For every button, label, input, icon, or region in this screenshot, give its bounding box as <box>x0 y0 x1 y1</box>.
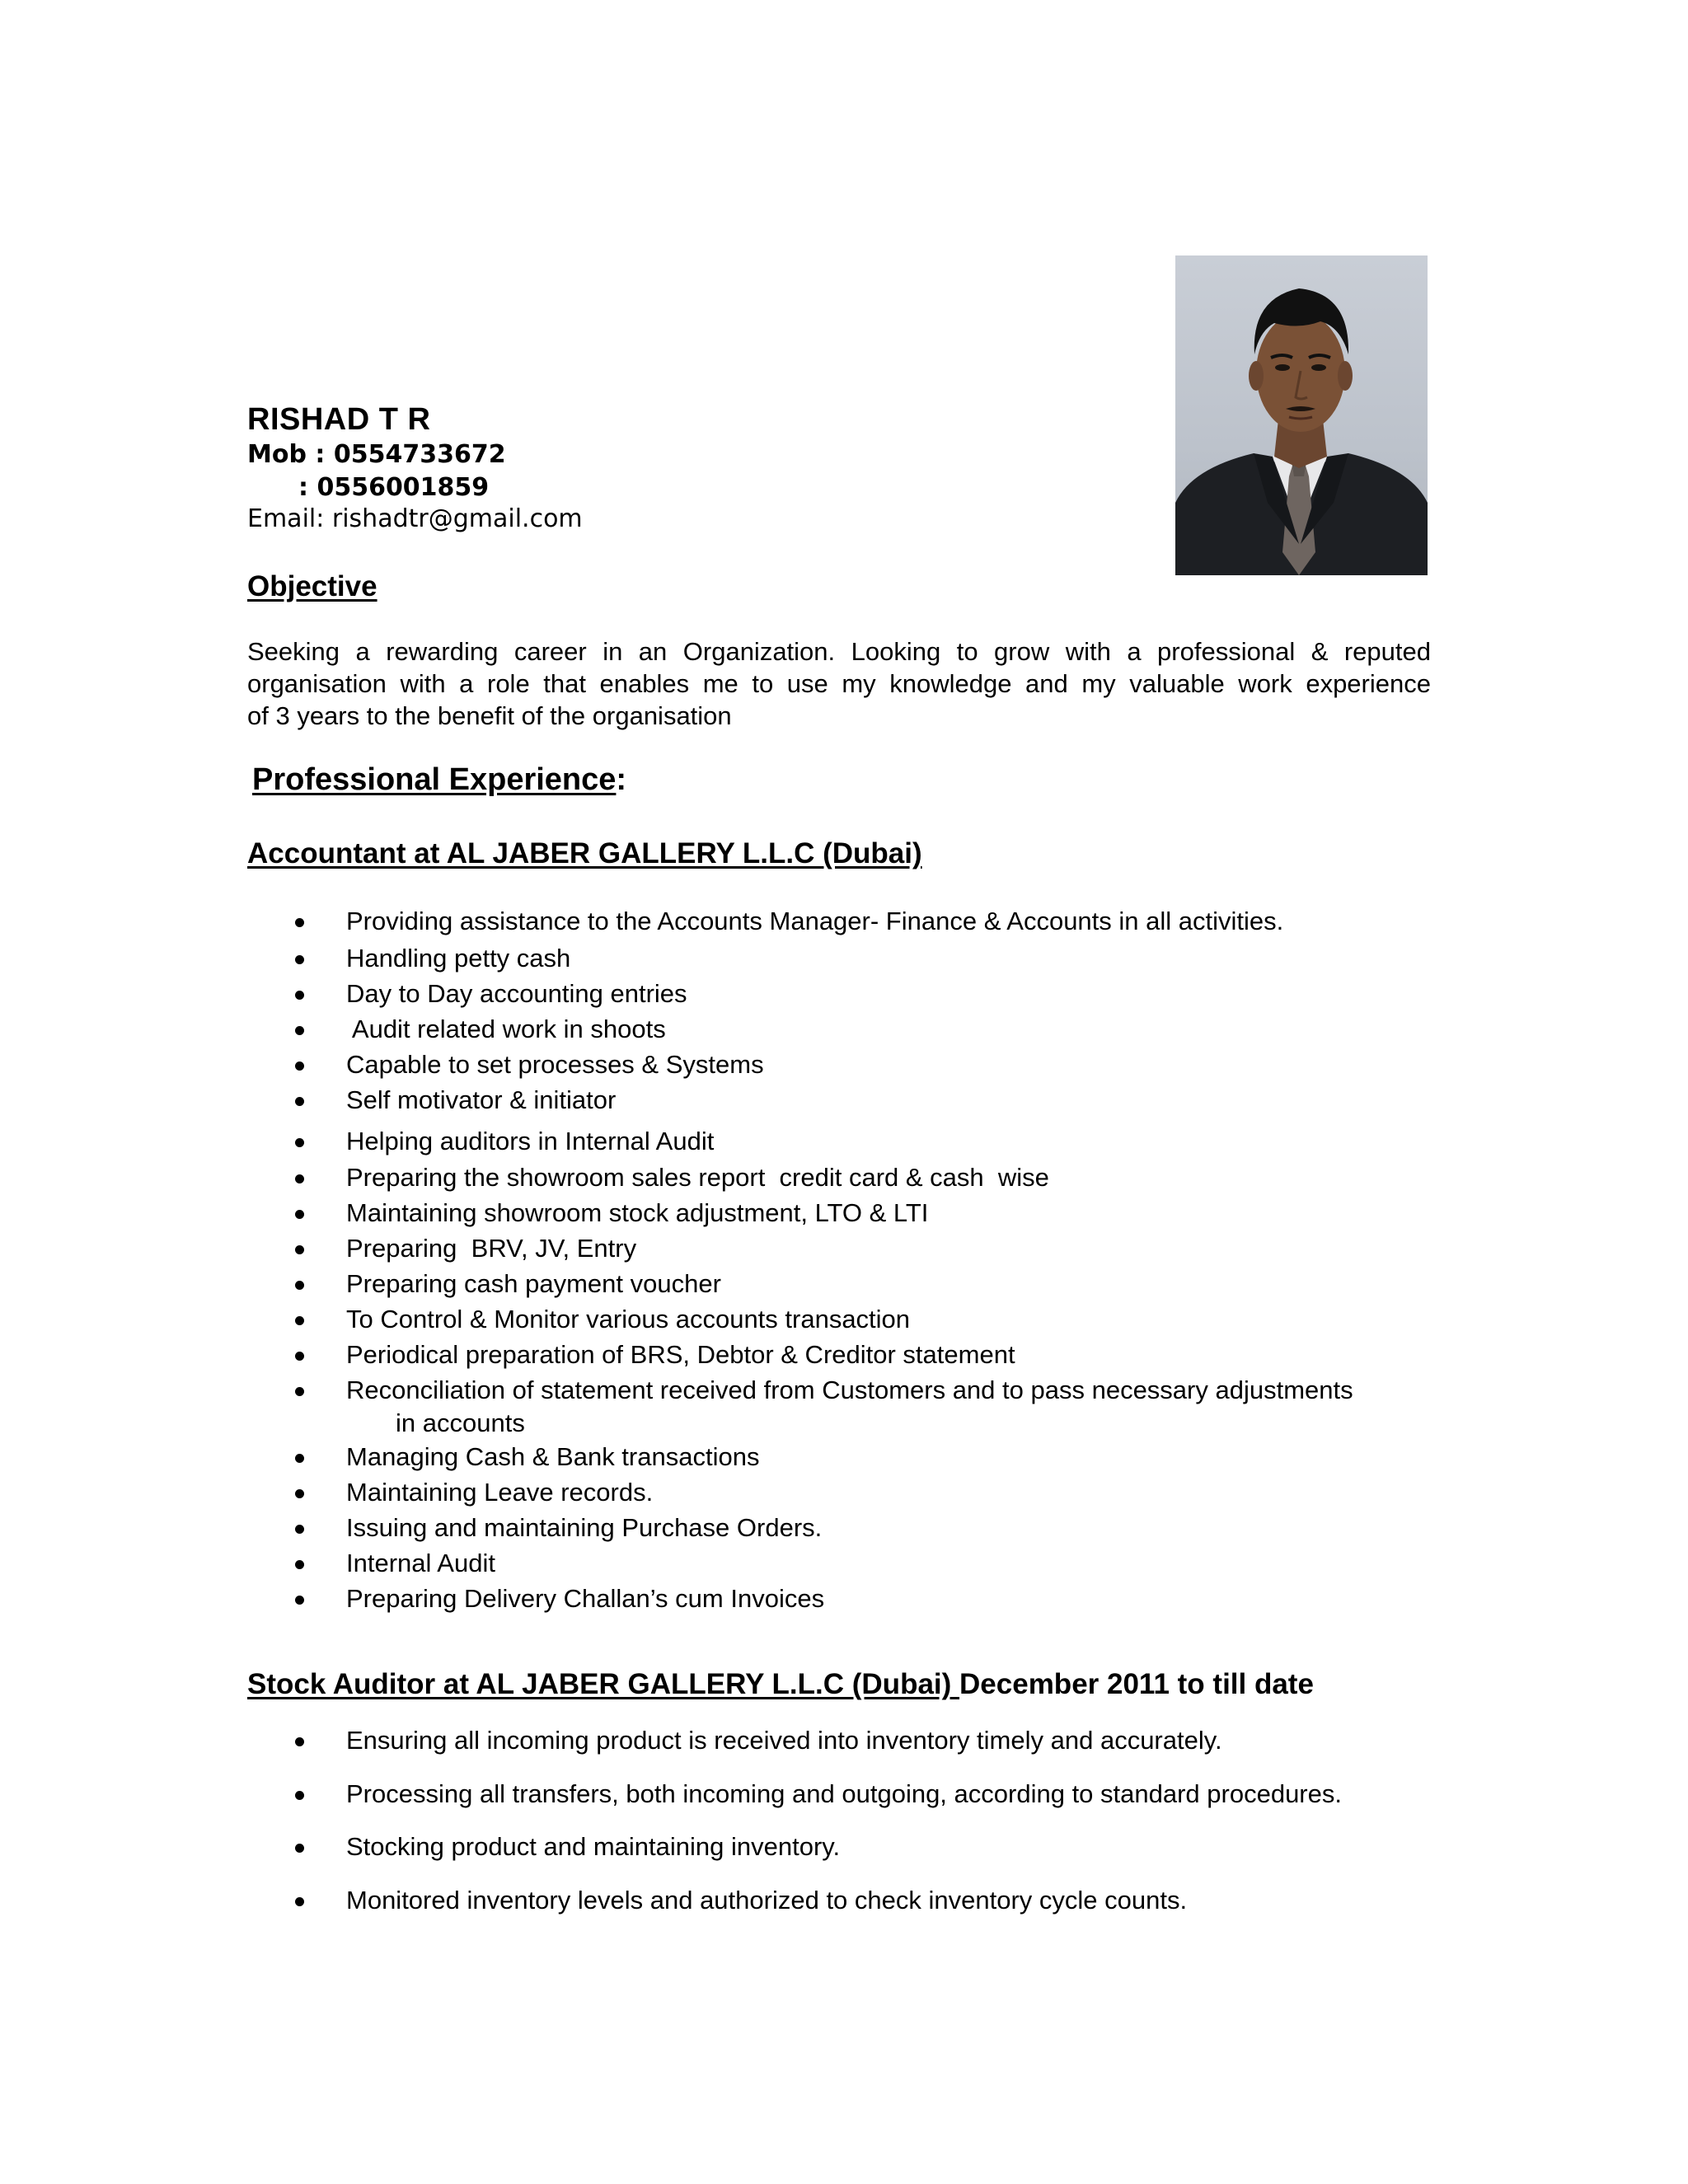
objective-heading: Objective <box>247 570 377 602</box>
job-title-stock-auditor: Stock Auditor at AL JABER GALLERY L.L.C (Dubai) December 2011 to till date <box>247 1668 1314 1700</box>
objective-line: of 3 years to the benefit of the organisation <box>247 701 732 730</box>
mobile-number-secondary: : 0556001859 <box>298 473 490 502</box>
email-address: Email: rishadtr@gmail.com <box>247 504 583 533</box>
objective-text <box>247 635 1431 732</box>
profile-photo <box>1175 255 1428 575</box>
professional-experience-heading: Professional Experience: <box>252 762 627 797</box>
job-title-accountant: Accountant at AL JABER GALLERY L.L.C (Dubai) <box>247 837 922 869</box>
objective-line: Seeking a rewarding career in an Organization. Looking to grow with a professional & reputed <box>247 637 1431 666</box>
candidate-name: RISHAD T R <box>247 402 431 437</box>
resume-page: RISHAD T R Mob : 0554733672 : 0556001859 Email: rishadtr@gmail.com Objective Seeking a rewarding career in an Organization. Looking to grow with a professional & reputed organisation with a role that enables me to use my knowledge and my valuable work experience of 3 years to the benefit of the organisation Professional Experience: Accountant at AL JABER GALLERY L.L.C (Dubai) Providing assistance to the Accounts Manager- Finance & Accounts in all activities. Handling petty cash Day to Day accounting entries Audit related work in shoots Capable to set processes & Systems Self motivator & initiator Helping auditors in Internal Audit Preparing the showroom sales report credit card & cash wise Maintaining showroom stock adjustment, LTO & LTI Preparing BRV, JV, Entry Preparing cash payment voucher To Control & Monitor various accounts transaction Periodical preparation of BRS, Debtor & Creditor statement Reconciliation of statement received from Customers and to pass necessary adjustments in accounts Managing Cash & Bank transactions Maintaining Leave records. Issuing and maintaining Purchase Orders. Internal Audit Preparing Delivery Challan’s cum Invoices Stock Auditor at AL JABER GALLERY L.L.C (Dubai) December 2011 to till date Ensuring all incoming product is received into inventory timely and accurately. Processing all transfers, both incoming and outgoing, according to standard procedures. Stocking product and maintaining inventory. Monitored inventory levels and authorized to check inventory cycle counts. <box>0 0 1688 2184</box>
mobile-number-primary: Mob : 0554733672 <box>247 440 506 469</box>
objective-line: organisation with a role that enables me to use my knowledge and my valuable work experience <box>247 669 1431 698</box>
